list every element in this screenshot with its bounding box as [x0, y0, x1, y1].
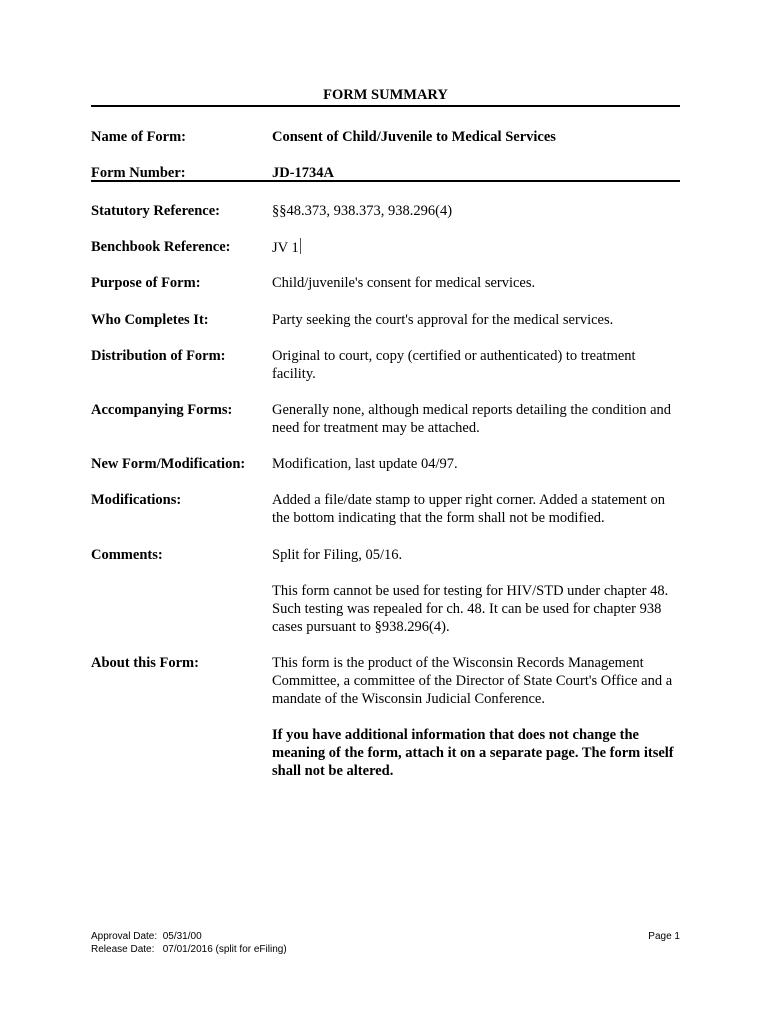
field-label: Accompanying Forms:	[91, 402, 233, 418]
field-value: JD-1734A	[272, 165, 335, 181]
comment-paragraph: Split for Filing, 05/16.	[272, 547, 403, 563]
field-label: Name of Form:	[91, 129, 187, 145]
about-paragraph: This form is the product of the Wisconsin Records Management Committee, a committee of the Director of State Court's Office and a mandate of the Wisconsin Judicial Conference.	[272, 655, 673, 707]
field-value	[272, 654, 682, 780]
footer-dates	[91, 930, 287, 956]
field-label: Modifications:	[91, 492, 182, 508]
field-value: Generally none, although medical reports detailing the condition and need for treatment may be attached.	[272, 402, 672, 436]
field-value: Consent of Child/Juvenile to Medical Services	[272, 129, 556, 145]
alteration-notice: If you have additional information that does not change the meaning of the form, attach it on a separate page. The form itself shall not be altered.	[272, 727, 674, 779]
field-value: Party seeking the court's approval for the medical services.	[272, 312, 614, 328]
release-date: Release Date: 07/01/2016 (split for eFiling)	[91, 944, 287, 955]
field-value: JV 1	[272, 240, 299, 256]
page-title: FORM SUMMARY	[323, 87, 448, 103]
title-divider	[91, 105, 680, 107]
field-label: Comments:	[91, 547, 163, 563]
field-value: §§48.373, 938.373, 938.296(4)	[272, 203, 453, 219]
field-value: Added a file/date stamp to upper right corner. Added a statement on the bottom indicating that the form shall not be modified.	[272, 492, 665, 526]
text-cursor	[300, 238, 301, 254]
field-value	[272, 546, 682, 636]
approval-date: Approval Date: 05/31/00	[91, 931, 202, 942]
field-value: Modification, last update 04/97.	[272, 456, 458, 472]
field-label: Purpose of Form:	[91, 275, 201, 291]
field-label: Form Number:	[91, 165, 186, 181]
field-value-wrapper	[272, 238, 682, 257]
field-value: Original to court, copy (certified or authenticated) to treatment facility.	[272, 348, 636, 382]
field-label: Benchbook Reference:	[91, 239, 231, 255]
field-label: Who Completes It:	[91, 312, 209, 328]
section-divider	[91, 180, 680, 182]
field-label: Statutory Reference:	[91, 203, 220, 219]
field-label: About this Form:	[91, 655, 199, 671]
field-label: Distribution of Form:	[91, 348, 226, 364]
field-label: New Form/Modification:	[91, 456, 246, 472]
field-value: Child/juvenile's consent for medical services.	[272, 275, 536, 291]
comment-paragraph: This form cannot be used for testing for HIV/STD under chapter 48. Such testing was repealed for ch. 48. It can be used for chapter 938 cases pursuant to §938.296(4).	[272, 583, 669, 635]
page-number: Page 1	[648, 931, 680, 942]
